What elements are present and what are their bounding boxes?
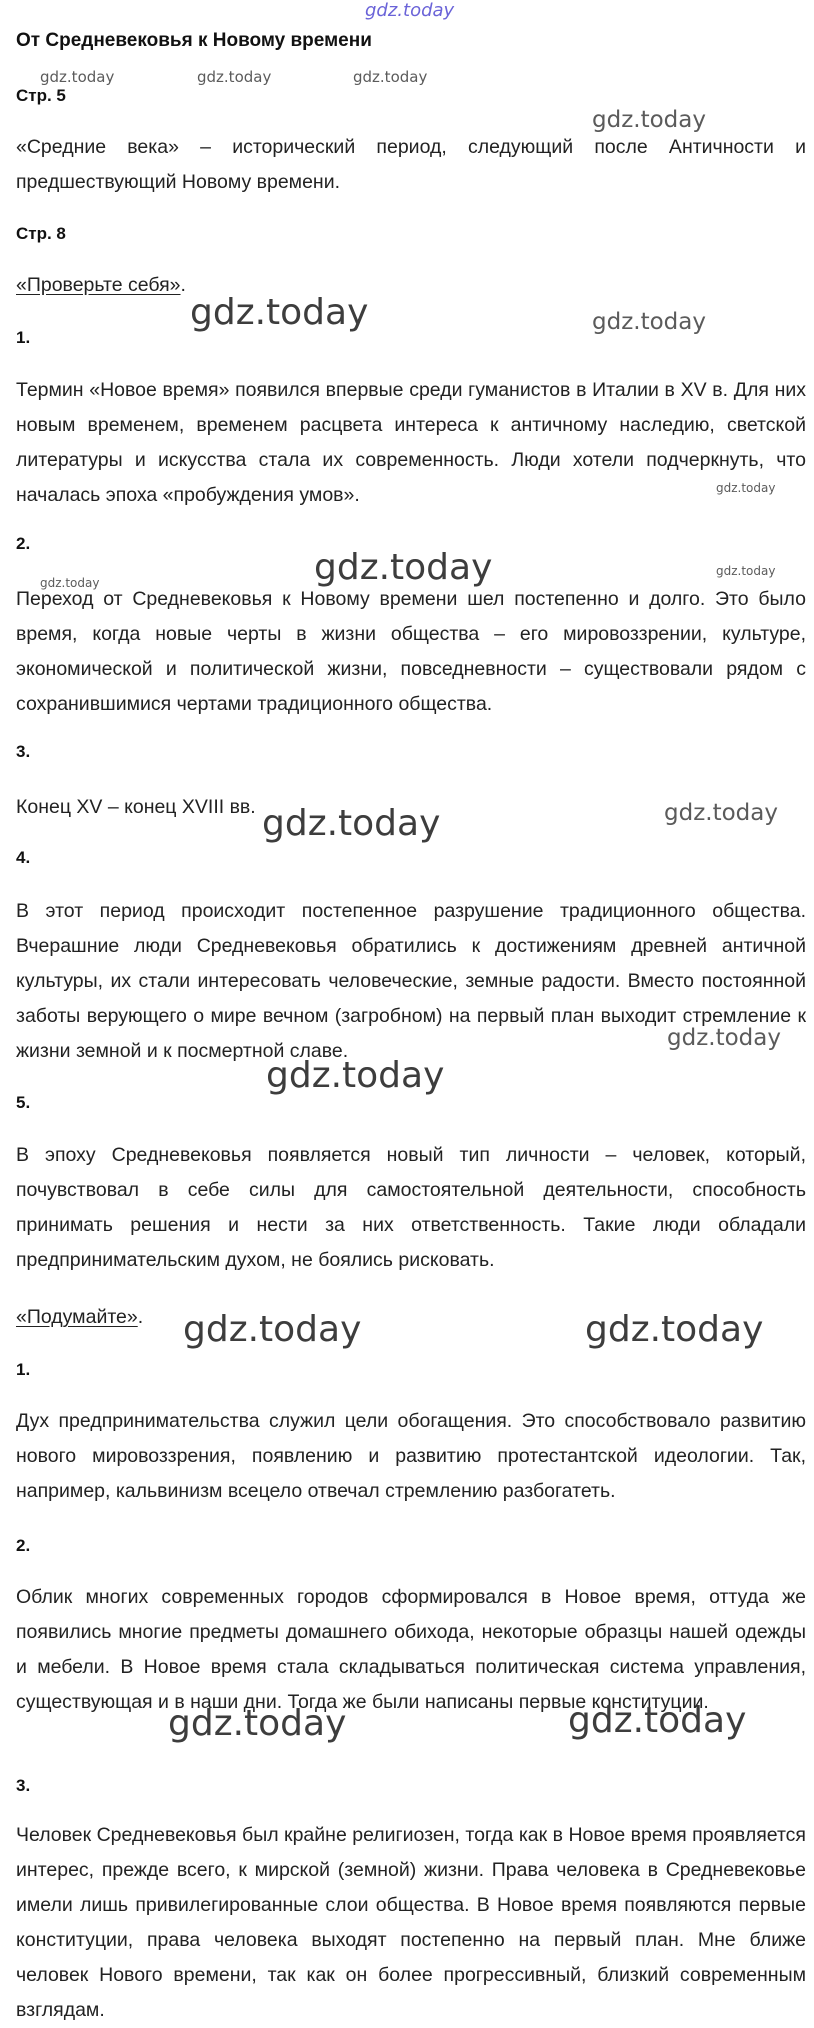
answer-text: Переход от Средневековья к Новому времени шел постепенно и долго. Это было время, когда новые черты в жизни общества – его мировоззрении, культуре, экономической и политической жизни, повседневности – существовали рядом с сохранившимися чертами традиционного общества.	[16, 588, 806, 715]
answer-text: В эпоху Средневековья появляется новый тип личности – человек, который, почувствовал в себе силы для самостоятельной деятельности, способность принимать решения и нести за них ответственность. Такие люди обладали предпринимательским духом, не боялись рисковать.	[16, 1144, 806, 1271]
watermark: gdz.today	[716, 481, 776, 495]
watermark: gdz.today	[197, 68, 272, 86]
watermark: gdz.today	[40, 68, 115, 86]
watermark: gdz.today	[262, 803, 441, 844]
watermark: gdz.today	[585, 1309, 764, 1350]
page-5-heading: Стр. 5	[16, 86, 66, 105]
think-link[interactable]: «Подумайте»	[16, 1306, 138, 1328]
question-number: 1.	[16, 1360, 31, 1379]
answer-text: В этот период происходит постепенное разрушение традиционного общества. Вчерашние люди Средневековья обратились к достижениям древней античной культуры, их стали интересовать человеческие, земные радости. Вместо постоянной заботы верующего о мире вечном (загробном) на первый план выходит стремление к жизни земной и к посмертной славе.	[16, 900, 806, 1062]
question-number: 2.	[16, 534, 31, 553]
watermark: gdz.today	[168, 1703, 347, 1744]
question-number: 1.	[16, 328, 31, 347]
watermark: gdz.today	[266, 1055, 445, 1096]
answer-text: Облик многих современных городов сформировался в Новое время, оттуда же появились многие предметы домашнего обихода, некоторые образцы нашей одежды и мебели. В Новое время стала складываться политическая система управления, существующая и в наши дни. Тогда же были написаны первые конституции.	[16, 1586, 806, 1713]
question-number: 5.	[16, 1093, 31, 1112]
page-title: От Средневековья к Новому времени	[16, 30, 372, 51]
watermark: gdz.today	[664, 800, 778, 826]
watermark: gdz.today	[190, 292, 369, 333]
watermark: gdz.today	[592, 309, 706, 335]
watermark: gdz.today	[568, 1700, 747, 1741]
check-yourself-link-row	[16, 274, 186, 297]
watermark: gdz.today	[592, 107, 706, 133]
link-suffix: .	[180, 274, 186, 296]
check-yourself-link[interactable]: «Проверьте себя»	[16, 274, 181, 296]
question-number: 3.	[16, 742, 31, 761]
link-suffix: .	[137, 1306, 144, 1328]
page-5-text: «Средние века» – исторический период, следующий после Античности и предшествующий Новому времени.	[16, 136, 806, 193]
page-8-heading: Стр. 8	[16, 224, 66, 243]
answer-text: Человек Средневековья был крайне религиозен, тогда как в Новое время проявляется интерес, прежде всего, к мирской (земной) жизни. Права человека в Средневековье имели лишь привилегированные слои общества. В Новое время появляются первые конституции, права человека выходят постепенно на первый план. Мне ближе человек Нового времени, так как он более прогрессивный, близкий современным взглядам.	[16, 1824, 806, 2021]
watermark: gdz.today	[183, 1309, 362, 1350]
think-link-row	[16, 1306, 143, 1329]
watermark: gdz.today	[314, 547, 493, 588]
answer-text: Дух предпринимательства служил цели обогащения. Это способствовало развитию нового мировоззрения, появлению и развитию протестантской идеологии. Так, например, кальвинизм всецело отвечал стремлению разбогатеть.	[16, 1410, 806, 1502]
watermark: gdz.today	[353, 68, 428, 86]
question-number: 3.	[16, 1776, 31, 1795]
question-number: 2.	[16, 1536, 31, 1555]
question-number: 4.	[16, 848, 31, 867]
watermark: gdz.today	[40, 576, 100, 590]
answer-text: Термин «Новое время» появился впервые среди гуманистов в Италии в XV в. Для них новым временем, временем расцвета интереса к античному наследию, светской литературы и искусства стала их современность. Люди хотели подчеркнуть, что началась эпоха «пробуждения умов».	[16, 379, 806, 506]
site-logo[interactable]: gdz.today	[365, 0, 455, 21]
watermark: gdz.today	[667, 1025, 781, 1051]
answer-text: Конец XV – конец XVIII вв.	[16, 796, 256, 818]
watermark: gdz.today	[716, 564, 776, 578]
